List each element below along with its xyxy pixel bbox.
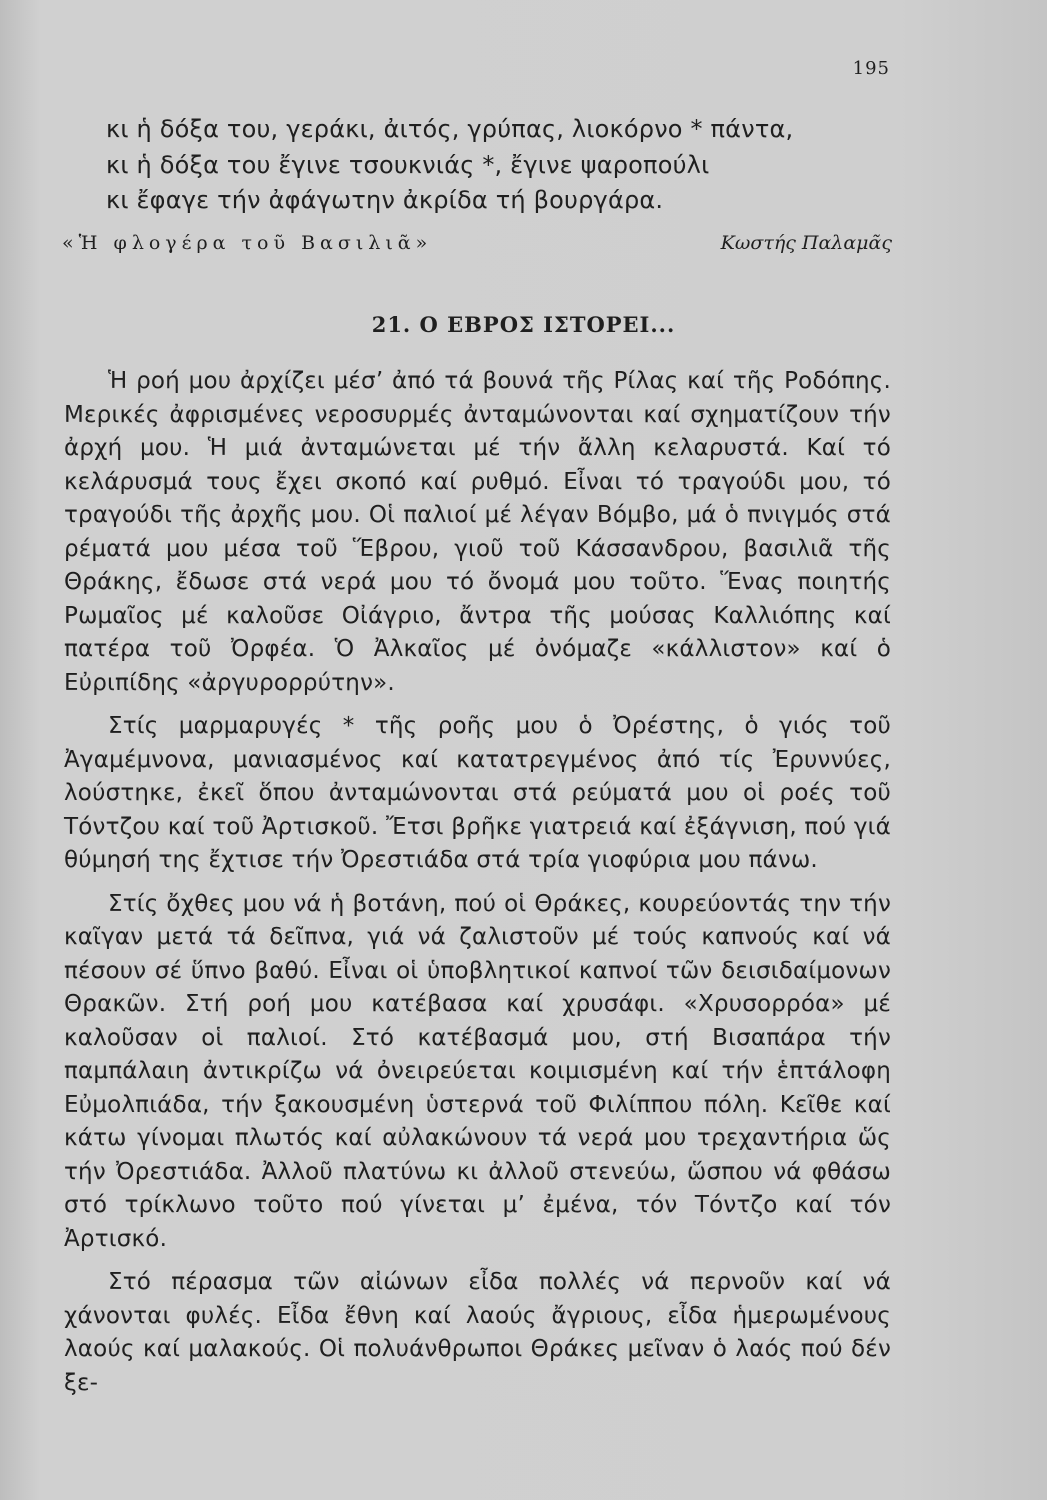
poem-line: κι ἔφαγε τήν ἀφάγωτην ἀκρίδα τή βουργάρα.	[106, 186, 664, 214]
chapter-body	[64, 365, 891, 1410]
poem-line: κι ἡ δόξα του ἔγινε τσουκνιάς *, ἔγινε ψαροπούλι	[106, 150, 710, 179]
poem-excerpt	[106, 112, 906, 219]
paragraph: Ἡ ροή μου ἀρχίζει μέσ’ ἀπό τά βουνά τῆς Ρίλας καί τῆς Ροδόπης. Μερικές ἀφρισμένες νεροσυρμές ἀνταμώνονται καί σχηματίζουν τήν ἀρχή μου. Ἡ μιά ἀνταμώνεται μέ τήν ἄλλη κελαρυστά. Καί τό κελάρυσμά τους ἔχει σκοπό καί ρυθμό. Εἶναι τό τραγούδι μου, τό τραγούδι τῆς ἀρχῆς μου. Οἱ παλιοί μέ λέγαν Βόμβο, μά ὁ πνιγμός στά ρέματά μου μέσα τοῦ Ἕβρου, γιοῦ τοῦ Κάσσανδρου, βασιλιᾶ τῆς Θράκης, ἔδωσε στά νερά μου τό ὄνομά μου τοῦτο. Ἕνας ποιητής Ρωμαῖος μέ καλοῦσε Οἰάγριο, ἄντρα τῆς μούσας Καλλιόπης καί πατέρα τοῦ Ὀρφέα. Ὁ Ἀλκαῖος μέ ὀνόμαζε «κάλλιστον» καί ὁ Εὐριπίδης «ἀργυρορρύτην».	[64, 368, 891, 696]
paragraph: Στίς ὄχθες μου νά ἡ βοτάνη, πού οἱ Θράκες, κουρεύοντάς την τήν καῖγαν μετά τά δεῖπνα, γιά νά ζαλιστοῦν μέ τούς καπνούς καί νά πέσουν σέ ὕπνο βαθύ. Εἶναι οἱ ὑποβλητικοί καπνοί τῶν δεισιδαίμονων Θρακῶν. Στή ροή μου κατέβασα καί χρυσάφι. «Χρυσορρόα» μέ καλοῦσαν οἱ παλιοί. Στό κατέβασμά μου, στή Βισαπάρα τήν παμπάλαιη ἀντικρίζω νά ὀνειρεύεται κοιμισμένη καί τήν ἑπτάλοφη Εὐμολπιάδα, τήν ξακουσμένη ὑστερνά τοῦ Φιλίππου πόλη. Κεῖθε καί κάτω γίνομαι πλωτός καί αὐλακώνουν τά νερά μου τρεχαντήρια ὥς τήν Ὀρεστιάδα. Ἀλλοῦ πλατύνω κι ἀλλοῦ στενεύω, ὥσπου νά φθάσω στό τρίκλωνο τοῦτο πού γίνεται μ’ ἐμένα, τόν Τόντζο καί τόν Ἀρτισκό.	[64, 890, 891, 1252]
paragraph: Στίς μαρμαρυγές * τῆς ροῆς μου ὁ Ὀρέστης, ὁ γιός τοῦ Ἀγαμέμνονα, μανιασμένος καί κατατρεγμένος ἀπό τίς Ἐρυννύες, λούστηκε, ἐκεῖ ὅπου ἀνταμώνονται στά ρεύματά μου οἱ ροές τοῦ Τόντζου καί τοῦ Ἀρτισκοῦ. Ἔτσι βρῆκε γιατρειά καί ἐξάγνιση, πού γιά θύμησή της ἔχτισε τήν Ὀρεστιάδα στά τρία γιοφύρια μου πάνω.	[64, 713, 891, 873]
poem-citation	[62, 232, 892, 266]
citation-author: Κωστής Παλαμᾶς	[720, 232, 892, 254]
page-number: 195	[852, 58, 890, 79]
citation-source: «Ἡ φλογέρα τοῦ Βασιλιᾶ»	[62, 232, 433, 254]
chapter-heading: 21. Ο ΕΒΡΟΣ ΙΣΤΟΡΕΙ...	[371, 312, 676, 337]
paragraph: Στό πέρασμα τῶν αἰώνων εἶδα πολλές νά περνοῦν καί νά χάνονται φυλές. Εἶδα ἔθνη καί λαούς ἄγριους, εἶδα ἡμερωμένους λαούς καί μαλακούς. Οἱ πολυάνθρωποι Θράκες μεῖναν ὁ λαός πού δέν ξε-	[64, 1269, 891, 1396]
poem-line: κι ἡ δόξα του, γεράκι, ἀιτός, γρύπας, λιοκόρνο * πάντα,	[106, 115, 794, 143]
